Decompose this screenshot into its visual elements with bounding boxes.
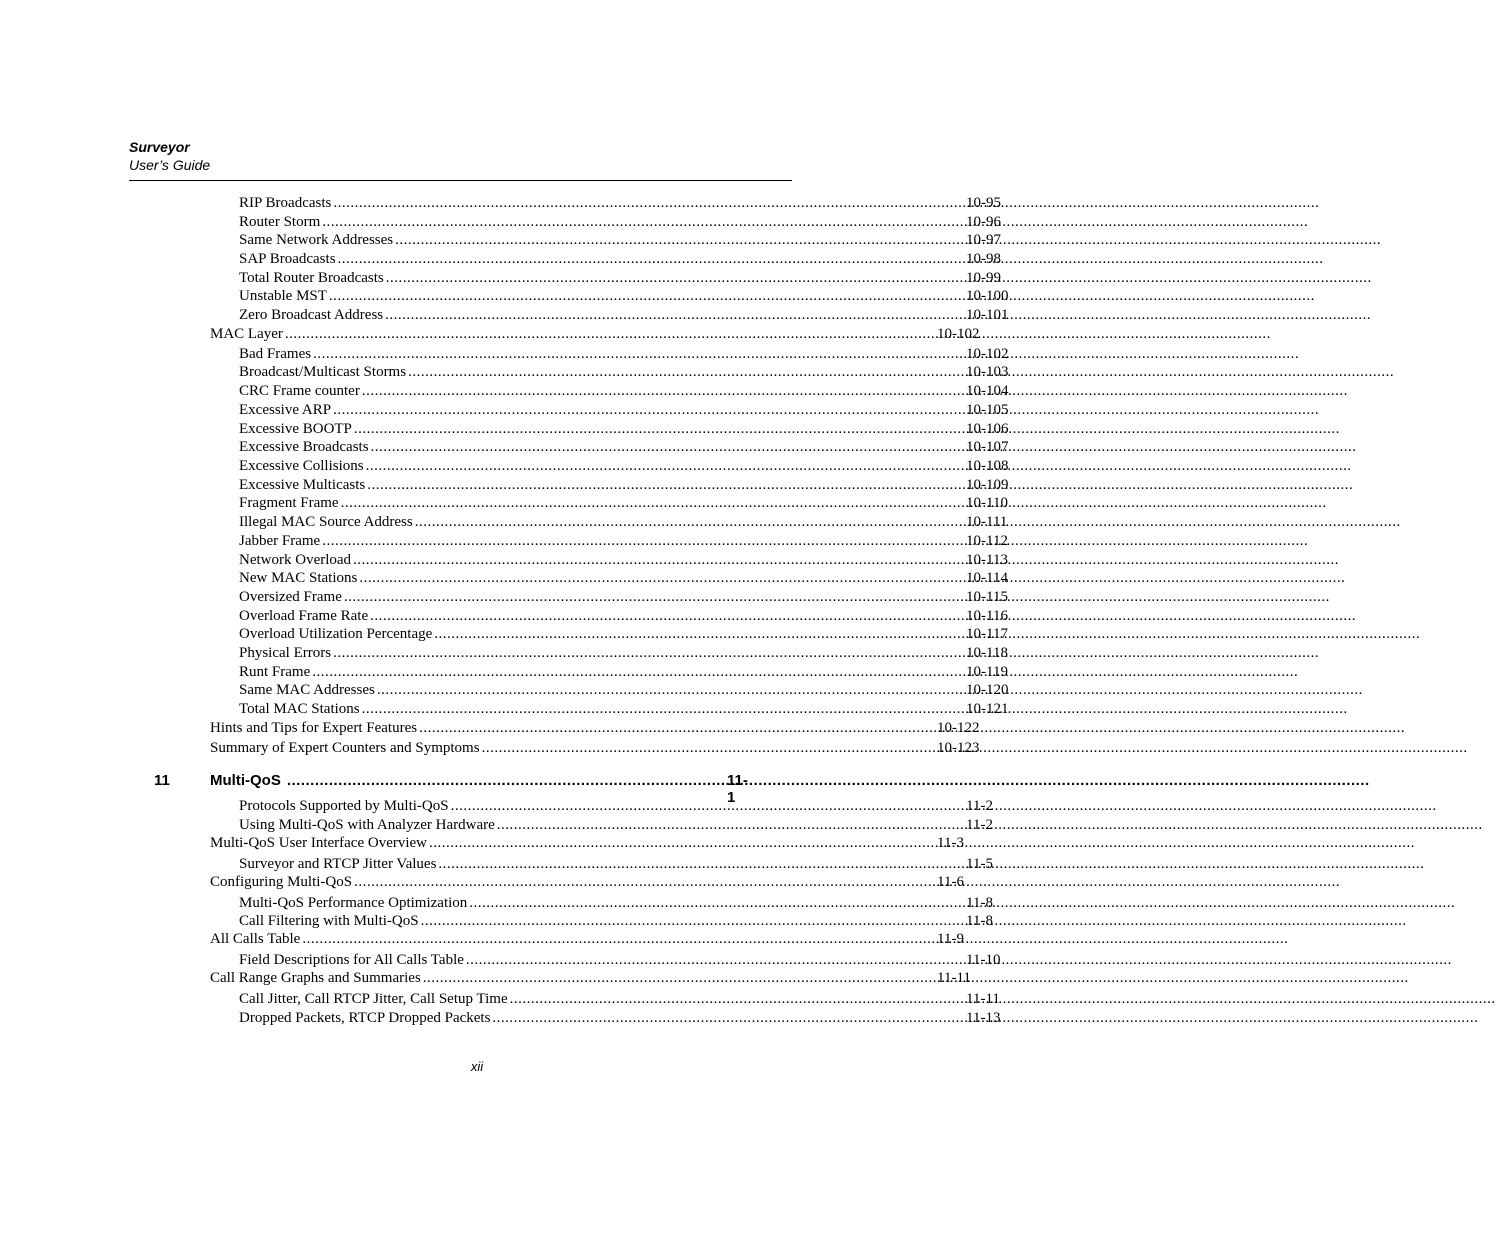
- toc-entry-page: 10-106: [966, 421, 1009, 437]
- toc-entry-page: 10-107: [966, 439, 1009, 455]
- toc-entry: [239, 991, 1000, 1009]
- dot-leader: [370, 608, 1356, 625]
- chapter-page: 11-1: [727, 772, 748, 806]
- toc-entry-title: Total MAC Stations: [239, 701, 360, 717]
- toc-entry: [210, 835, 964, 853]
- chapter-title-line: [210, 772, 715, 789]
- toc-entry-page: 10-109: [966, 477, 1009, 493]
- toc-entry: [239, 346, 1009, 364]
- toc-entry-page: 10-121: [966, 701, 1009, 717]
- toc-entry-title: Overload Utilization Percentage: [239, 626, 433, 642]
- toc-entry-page: 10-99: [966, 270, 1001, 286]
- dot-leader: [395, 232, 1381, 249]
- toc-entry: [239, 895, 993, 913]
- toc-entry-title: Bad Frames: [239, 346, 312, 362]
- toc-entry: [210, 970, 971, 988]
- toc-entry-page: 10-102: [966, 346, 1009, 362]
- toc-entry-page: 10-98: [966, 251, 1001, 267]
- toc-entry: [239, 458, 1009, 476]
- toc-entry-title: Dropped Packets, RTCP Dropped Packets: [239, 1010, 491, 1026]
- dot-leader: [313, 346, 1299, 363]
- toc-entry: [239, 232, 1001, 250]
- dot-leader: [366, 458, 1352, 475]
- toc-entry: [210, 720, 980, 738]
- dot-leader: [451, 798, 1437, 815]
- dot-leader: [333, 645, 1319, 662]
- toc-entry: [239, 383, 1009, 401]
- toc-entry: [210, 740, 980, 758]
- dot-leader: [377, 682, 1363, 699]
- toc-entry-page: 10-104: [966, 383, 1009, 399]
- toc-entry: [239, 570, 1008, 588]
- toc-entry-title: Fragment Frame: [239, 495, 339, 511]
- dot-leader: [354, 874, 1340, 891]
- toc-entry-page: 10-108: [966, 458, 1009, 474]
- toc-entry-page: 10-118: [966, 645, 1008, 661]
- toc-entry-title: Multi-QoS Performance Optimization: [239, 895, 468, 911]
- toc-entry-title: Multi-QoS User Interface Overview: [210, 835, 428, 851]
- toc-entry-page: 11-6: [937, 874, 964, 890]
- toc-entry: [239, 589, 1008, 607]
- toc-entry: [239, 364, 1009, 382]
- toc-entry-page: 10-111: [966, 514, 1008, 530]
- toc-entry-title: Using Multi-QoS with Analyzer Hardware: [239, 817, 495, 833]
- toc-entry: [239, 645, 1008, 663]
- toc-entry-page: 11-9: [937, 931, 964, 947]
- toc-entry: [239, 608, 1008, 626]
- toc-entry-title: Jabber Frame: [239, 533, 321, 549]
- toc-entry-page: 11-2: [966, 817, 993, 833]
- toc-entry-title: Hints and Tips for Expert Features: [210, 720, 418, 736]
- toc-entry-title: Excessive ARP: [239, 402, 332, 418]
- dot-leader: [302, 931, 1288, 948]
- toc-entry-page: 11-8: [966, 913, 993, 929]
- toc-entry-page: 10-116: [966, 608, 1008, 624]
- toc-entry-page: 11-3: [937, 835, 964, 851]
- toc-entry-page: 10-97: [966, 232, 1001, 248]
- dot-leader: [386, 270, 1372, 287]
- toc-entry-page: 10-119: [966, 664, 1008, 680]
- toc-entry: [239, 533, 1008, 551]
- dot-leader: [329, 288, 1315, 305]
- toc-entry-title: Unstable MST: [239, 288, 327, 304]
- dot-leader: [423, 970, 1409, 987]
- dot-leader: [434, 626, 1420, 643]
- dot-leader: [429, 835, 1415, 852]
- dot-leader: [469, 895, 1455, 912]
- toc-entry: [210, 931, 964, 949]
- toc-entry-page: 10-120: [966, 682, 1009, 698]
- dot-leader: [438, 856, 1424, 873]
- dot-leader: [333, 402, 1319, 419]
- toc-entry: [239, 817, 993, 835]
- toc-entry: [239, 856, 993, 874]
- toc-entry-title: Call Range Graphs and Summaries: [210, 970, 421, 986]
- toc-entry-title: Broadcast/Multicast Storms: [239, 364, 407, 380]
- dot-leader: [362, 701, 1348, 718]
- toc-entry-page: 10-96: [966, 214, 1001, 230]
- dot-leader: [338, 251, 1324, 268]
- toc-entry-title: Configuring Multi-QoS: [210, 874, 353, 890]
- toc-entry-page: 10-100: [966, 288, 1009, 304]
- toc-entry: [239, 288, 1009, 306]
- toc-entry-page: 10-103: [966, 364, 1009, 380]
- dot-leader: [419, 720, 1405, 737]
- toc-entry-page: 10-110: [966, 495, 1008, 511]
- toc-entry: [239, 514, 1008, 532]
- toc-entry-title: Same MAC Addresses: [239, 682, 375, 698]
- toc-entry-page: 10-102: [937, 326, 980, 342]
- toc-entry: [239, 664, 1008, 682]
- dot-leader: [408, 364, 1394, 381]
- toc-entry: [239, 477, 1009, 495]
- toc-entry: [239, 626, 1008, 644]
- toc-entry-title: Excessive Multicasts: [239, 477, 366, 493]
- dot-leader: [285, 326, 1271, 343]
- toc-entry-title: Call Filtering with Multi-QoS: [239, 913, 419, 929]
- toc-entry: [239, 402, 1009, 420]
- toc-entry: [210, 874, 964, 892]
- toc-entry-title: Runt Frame: [239, 664, 311, 680]
- dot-leader: [322, 214, 1308, 231]
- toc-entry-title: Illegal MAC Source Address: [239, 514, 413, 530]
- toc-entry-page: 10-95: [966, 195, 1001, 211]
- dot-leader: [385, 307, 1371, 324]
- dot-leader: [354, 421, 1340, 438]
- page-folio: xii: [470, 1059, 484, 1074]
- toc-entry-title: Same Network Addresses: [239, 232, 394, 248]
- running-head-title: Surveyor: [129, 139, 190, 155]
- toc-entry: [239, 270, 1001, 288]
- toc-entry-title: Router Storm: [239, 214, 321, 230]
- toc-entry-page: 10-117: [966, 626, 1008, 642]
- toc-entry-title: Zero Broadcast Address: [239, 307, 384, 323]
- dot-leader: [312, 664, 1298, 681]
- toc-entry-page: 10-114: [966, 570, 1008, 586]
- toc-entry-page: 11-13: [966, 1010, 1001, 1026]
- toc-entry: [239, 214, 1001, 232]
- toc-entry: [239, 307, 1009, 325]
- toc-entry: [239, 552, 1008, 570]
- toc-entry-page: 11-11: [937, 970, 971, 986]
- toc-entry-title: Summary of Expert Counters and Symptoms: [210, 740, 480, 756]
- toc-entry: [239, 251, 1001, 269]
- toc-entry: [239, 421, 1009, 439]
- dot-leader: [415, 514, 1401, 531]
- dot-leader: [333, 195, 1319, 212]
- toc-entry: [239, 913, 993, 931]
- toc-entry: [239, 798, 993, 816]
- toc-entry-page: 10-113: [966, 552, 1008, 568]
- toc-entry-title: Oversized Frame: [239, 589, 342, 605]
- dot-leader: [353, 552, 1339, 569]
- dot-leader: [341, 495, 1327, 512]
- toc-entry-title: Physical Errors: [239, 645, 332, 661]
- toc-entry: [239, 439, 1009, 457]
- dot-leader: [362, 383, 1348, 400]
- dot-leader: [359, 570, 1345, 587]
- toc-entry-page: 11-5: [966, 856, 993, 872]
- toc-entry-title: Protocols Supported by Multi-QoS: [239, 798, 449, 814]
- toc-entry-page: 10-105: [966, 402, 1009, 418]
- toc-entry-page: 11-2: [966, 798, 993, 814]
- chapter-title: Multi-QoS: [210, 772, 281, 789]
- toc-entry: [239, 952, 1001, 970]
- toc-entry-title: Surveyor and RTCP Jitter Values: [239, 856, 437, 872]
- toc-entry-page: 10-122: [937, 720, 980, 736]
- toc-entry-page: 11-10: [966, 952, 1001, 968]
- dot-leader: [510, 991, 1496, 1008]
- toc-entry-page: 10-101: [966, 307, 1009, 323]
- dot-leader: [344, 589, 1330, 606]
- toc-entry: [239, 1010, 1001, 1028]
- toc-entry-page: 10-115: [966, 589, 1008, 605]
- running-head-subtitle: User’s Guide: [129, 157, 211, 173]
- toc-entry-title: MAC Layer: [210, 326, 283, 342]
- toc-entry: [210, 326, 980, 344]
- toc-entry-title: CRC Frame counter: [239, 383, 360, 399]
- dot-leader: [371, 439, 1357, 456]
- dot-leader: [287, 772, 1370, 789]
- toc-entry-page: 11-11: [966, 991, 1000, 1007]
- toc-entry-title: Excessive Broadcasts: [239, 439, 369, 455]
- toc-entry-title: Excessive BOOTP: [239, 421, 352, 437]
- toc-entry-page: 10-123: [937, 740, 980, 756]
- toc-entry-title: RIP Broadcasts: [239, 195, 332, 211]
- toc-entry: [239, 195, 1001, 213]
- toc-entry-title: Call Jitter, Call RTCP Jitter, Call Setup Time: [239, 991, 508, 1007]
- dot-leader: [466, 952, 1452, 969]
- dot-leader: [421, 913, 1407, 930]
- toc-entry-title: Overload Frame Rate: [239, 608, 369, 624]
- dot-leader: [367, 477, 1353, 494]
- toc-entry-page: 10-112: [966, 533, 1008, 549]
- toc-entry: [239, 682, 1009, 700]
- toc-entry-title: New MAC Stations: [239, 570, 358, 586]
- toc-entry-page: 11-8: [966, 895, 993, 911]
- toc-entry-title: SAP Broadcasts: [239, 251, 336, 267]
- toc-entry-title: Field Descriptions for All Calls Table: [239, 952, 464, 968]
- toc-entry-title: Excessive Collisions: [239, 458, 364, 474]
- toc-entry-title: Total Router Broadcasts: [239, 270, 384, 286]
- toc-entry-title: Network Overload: [239, 552, 352, 568]
- toc-entry-title: All Calls Table: [210, 931, 301, 947]
- toc-entry: [239, 701, 1009, 719]
- dot-leader: [322, 533, 1308, 550]
- toc-entry: [239, 495, 1008, 513]
- chapter-number: 11: [154, 772, 170, 789]
